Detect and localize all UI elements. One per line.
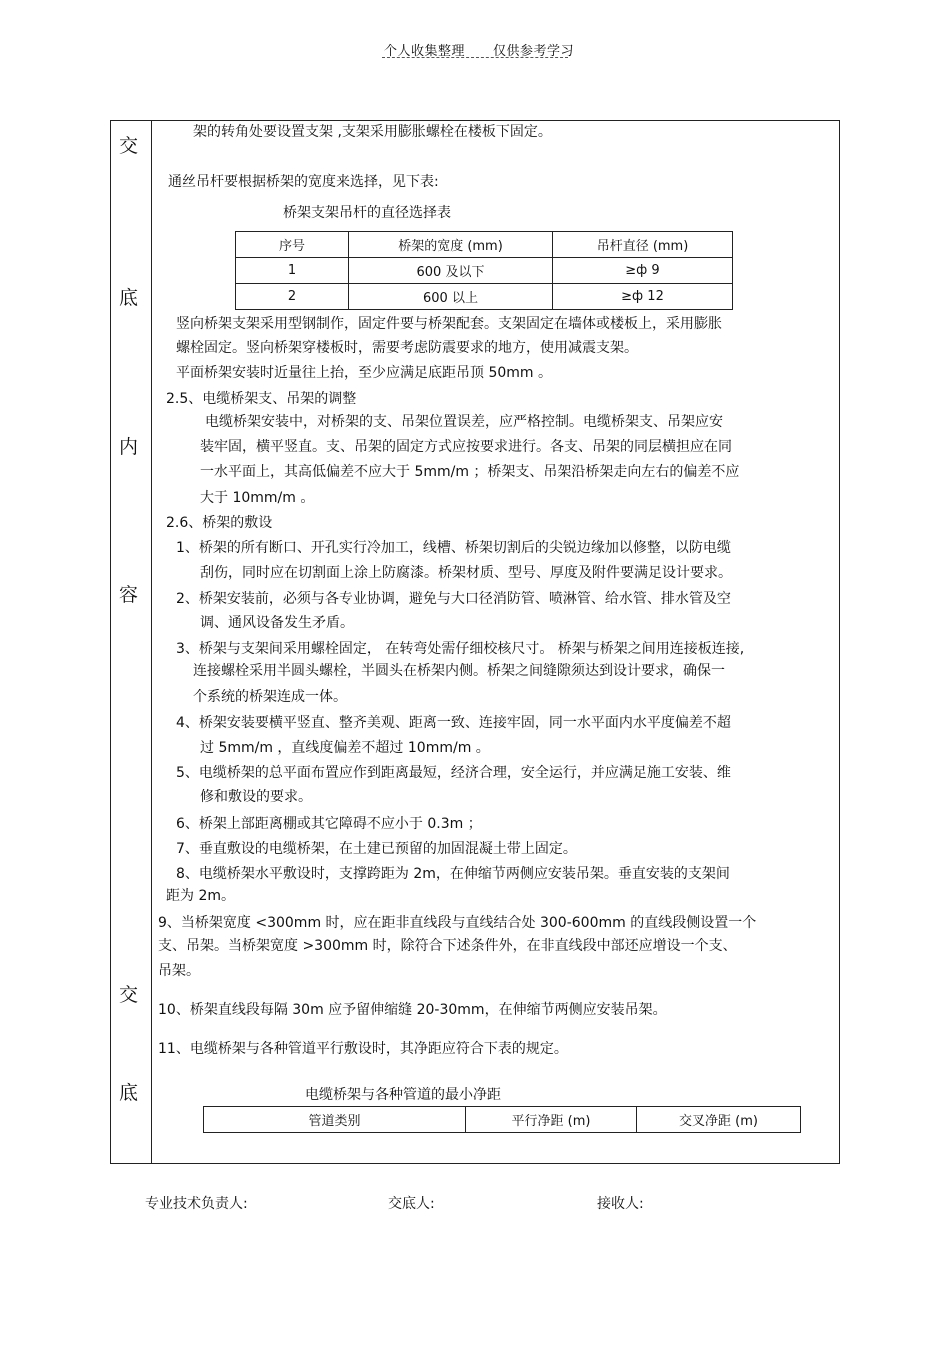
header-underline	[382, 57, 568, 58]
side-label-nei: 内	[119, 436, 139, 458]
table-cell: 1	[236, 258, 349, 284]
table-header-cell: 平行净距 (m)	[466, 1107, 637, 1133]
text-line: 平面桥架安装时近量往上抬，至少应满足底距吊顶 50mm 。	[176, 365, 552, 381]
table2-caption: 电缆桥架与各种管道的最小净距	[305, 1087, 501, 1103]
text-line: 3、桥架与支架间采用螺栓固定， 在转弯处需仔细校核尺寸。 桥架与桥架之间用连接板连接,	[176, 641, 745, 657]
table-cell: 600 及以下	[349, 258, 553, 284]
text-line: 一水平面上，其高低偏差不应大于 5mm/m ；桥架支、吊架沿桥架走向左右的偏差不应	[200, 464, 740, 480]
table-cell: ≥ф 9	[553, 258, 733, 284]
table1-caption: 桥架支架吊杆的直径选择表	[283, 205, 451, 221]
table-rod-diameter	[235, 231, 733, 310]
table-header-cell: 序号	[236, 232, 349, 258]
text-line: 调、通风设备发生矛盾。	[200, 615, 354, 631]
text-line: 11、电缆桥架与各种管道平行敷设时，其净距应符合下表的规定。	[158, 1041, 568, 1057]
table-cell: ≥ф 12	[553, 284, 733, 310]
text-line: 2、桥架安装前，必须与各专业协调，避免与大口径消防管、喷淋管、给水管、排水管及空	[176, 591, 731, 607]
text-line: 4、桥架安装要横平竖直、整齐美观、距离一致、连接牢固，同一水平面内水平度偏差不超	[176, 715, 731, 731]
table-cell: 600 以上	[349, 284, 553, 310]
text-line: 装牢固，横平竖直。支、吊架的固定方式应按要求进行。各支、吊架的同层横担应在同	[200, 439, 732, 455]
text-line: 10、桥架直线段每隔 30m 应予留伸缩缝 20-30mm，在伸缩节两侧应安装吊架。	[158, 1002, 667, 1018]
text-line: 支、吊架。当桥架宽度 >300mm 时，除符合下述条件外，在非直线段中部还应增设一个支、	[158, 938, 737, 954]
footer-discloser: 交底人:	[388, 1196, 435, 1212]
side-label-di-2: 底	[119, 1082, 139, 1104]
text-line: 个系统的桥架连成一体。	[193, 689, 347, 705]
section-heading: 2.6、桥架的敷设	[166, 515, 273, 531]
table-cell: 2	[236, 284, 349, 310]
side-label-jiao-2: 交	[119, 984, 139, 1006]
section-heading: 2.5、电缆桥架支、吊架的调整	[166, 391, 357, 407]
text-line: 9、当桥架宽度 <300mm 时，应在距非直线段与直线结合处 300-600mm 的直线段侧设置一个	[158, 915, 757, 931]
text-line: 大于 10mm/m 。	[200, 490, 315, 506]
table-header-row	[236, 232, 733, 258]
text-line: 过 5mm/m ，直线度偏差不超过 10mm/m 。	[200, 740, 490, 756]
footer-receiver: 接收人:	[597, 1196, 644, 1212]
text-line: 连接螺栓采用半圆头螺栓，半圆头在桥架内侧。桥架之间缝隙须达到设计要求，确保一	[193, 663, 725, 679]
text-line: 距为 2m。	[166, 888, 235, 904]
table-row	[236, 258, 733, 284]
text-line: 螺栓固定。竖向桥架穿楼板时，需要考虑防震要求的地方，使用减震支架。	[176, 340, 638, 356]
text-line: 7、垂直敷设的电缆桥架，在土建已预留的加固混凝土带上固定。	[176, 841, 577, 857]
text-line: 吊架。	[158, 963, 200, 979]
text-line: 5、电缆桥架的总平面布置应作到距离最短，经济合理，安全运行，并应满足施工安装、维	[176, 765, 731, 781]
text-line: 刮伤，同时应在切割面上涂上防腐漆。桥架材质、型号、厚度及附件要满足设计要求。	[200, 565, 732, 581]
table-header-cell: 桥架的宽度 (mm)	[349, 232, 553, 258]
text-line: 架的转角处要设置支架 ,支架采用膨胀螺栓在楼板下固定。	[193, 124, 552, 140]
side-label-di-1: 底	[119, 287, 139, 309]
text-line: 通丝吊杆要根据桥架的宽度来选择，见下表:	[168, 174, 439, 190]
text-line: 1、桥架的所有断口、开孔实行冷加工，线槽、桥架切割后的尖锐边缘加以修整，以防电缆	[176, 540, 731, 556]
text-line: 修和敷设的要求。	[200, 789, 312, 805]
table-row	[236, 284, 733, 310]
table-header-row	[204, 1107, 801, 1133]
header-right: 仅供参考学习	[493, 44, 575, 59]
table-header-cell: 吊杆直径 (mm)	[553, 232, 733, 258]
table-min-clearance	[203, 1106, 801, 1133]
side-label-rong: 容	[119, 584, 139, 606]
table-header-cell: 交叉净距 (m)	[637, 1107, 801, 1133]
text-line: 6、桥架上部距离棚或其它障碍不应小于 0.3m ；	[176, 816, 482, 832]
text-line: 8、电缆桥架水平敷设时，支撑跨距为 2m，在伸缩节两侧应安装吊架。垂直安装的支架间	[176, 866, 730, 882]
column-divider	[151, 120, 152, 1164]
footer-tech-lead: 专业技术负责人:	[145, 1196, 248, 1212]
table-header-cell: 管道类别	[204, 1107, 466, 1133]
side-label-jiao-1: 交	[119, 135, 139, 157]
text-line: 竖向桥架支架采用型钢制作，固定件要与桥架配套。支架固定在墙体或楼板上，采用膨胀	[176, 316, 722, 332]
text-line: 电缆桥架安装中，对桥架的支、吊架位置误差，应严格控制。电缆桥架支、吊架应安	[205, 414, 723, 430]
header-left: 个人收集整理	[384, 44, 466, 59]
